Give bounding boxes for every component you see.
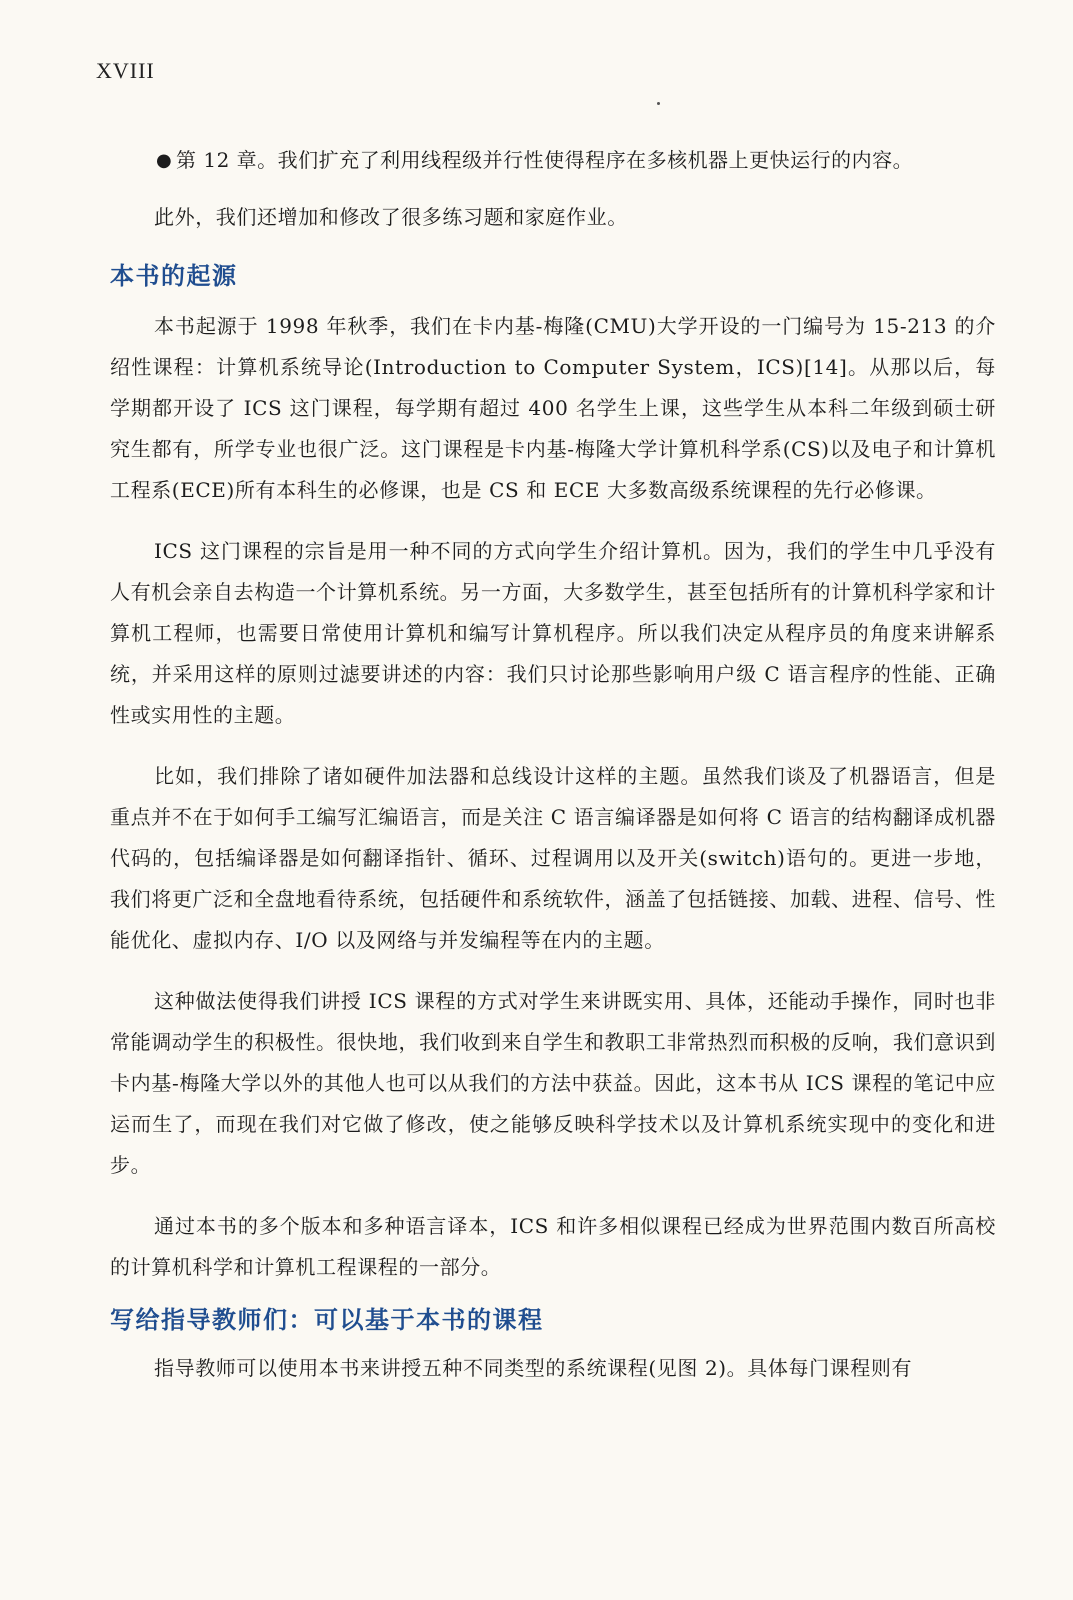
intro-paragraph: 此外，我们还增加和修改了很多练习题和家庭作业。 — [154, 205, 628, 229]
scan-speck — [657, 102, 660, 105]
paragraph: 本书起源于 1998 年秋季，我们在卡内基-梅隆(CMU)大学开设的一门编号为 15-213 的介绍性课程：计算机系统导论(Introduction to Computer System，ICS)[14]。从那以后，每学期都开设了 ICS 这门课程，每学期有超过 400 名学生上课，这些学生从本科二年级到硕士研究生都有，所学专业也很广泛。这门课程是卡内基-梅隆大学计算机科学系(CS)以及电子和计算机工程系(ECE)所有本科生的必修课，也是 CS 和 ECE 大多数高级系统课程的先行必修课。 — [110, 314, 996, 502]
section-heading-instructors: 写给指导教师们：可以基于本书的课程 — [110, 1306, 544, 1334]
paragraph: 指导教师可以使用本书来讲授五种不同类型的系统课程(见图 2)。具体每门课程则有 — [154, 1356, 913, 1380]
paragraph: 比如，我们排除了诸如硬件加法器和总线设计这样的主题。虽然我们谈及了机器语言，但是重点并不在于如何手工编写汇编语言，而是关注 C 语言编译器是如何将 C 语言的结构翻译成机器代码的，包括编译器是如何翻译指针、循环、过程调用以及开关(switch)语句的。更进一步地，我们将更广泛和全盘地看待系统，包括硬件和系统软件，涵盖了包括链接、加载、进程、信号、性能优化、虚拟内存、I/O 以及网络与并发编程等在内的主题。 — [110, 764, 996, 952]
bullet-item — [110, 140, 996, 181]
paragraph: ICS 这门课程的宗旨是用一种不同的方式向学生介绍计算机。因为，我们的学生中几乎没有人有机会亲自去构造一个计算机系统。另一方面，大多数学生，甚至包括所有的计算机科学家和计算机工程师，也需要日常使用计算机和编写计算机程序。所以我们决定从程序员的角度来讲解系统，并采用这样的原则过滤要讲述的内容：我们只讨论那些影响用户级 C 语言程序的性能、正确性或实用性的主题。 — [110, 539, 996, 727]
page-number: XVIII — [96, 58, 155, 83]
paragraph: 通过本书的多个版本和多种语言译本，ICS 和许多相似课程已经成为世界范围内数百所高校的计算机科学和计算机工程课程的一部分。 — [110, 1214, 996, 1279]
section-heading-origin: 本书的起源 — [110, 262, 238, 290]
page-content — [110, 140, 996, 1389]
paragraph: 这种做法使得我们讲授 ICS 课程的方式对学生来讲既实用、具体，还能动手操作，同时也非常能调动学生的积极性。很快地，我们收到来自学生和教职工非常热烈而积极的反响，我们意识到卡内基-梅隆大学以外的其他人也可以从我们的方法中获益。因此，这本书从 ICS 课程的笔记中应运而生了，而现在我们对它做了修改，使之能够反映科学技术以及计算机系统实现中的变化和进步。 — [110, 989, 996, 1177]
bullet-text: 第 12 章。我们扩充了利用线程级并行性使得程序在多核机器上更快运行的内容。 — [176, 148, 914, 172]
bullet-symbol: ● — [156, 150, 173, 171]
